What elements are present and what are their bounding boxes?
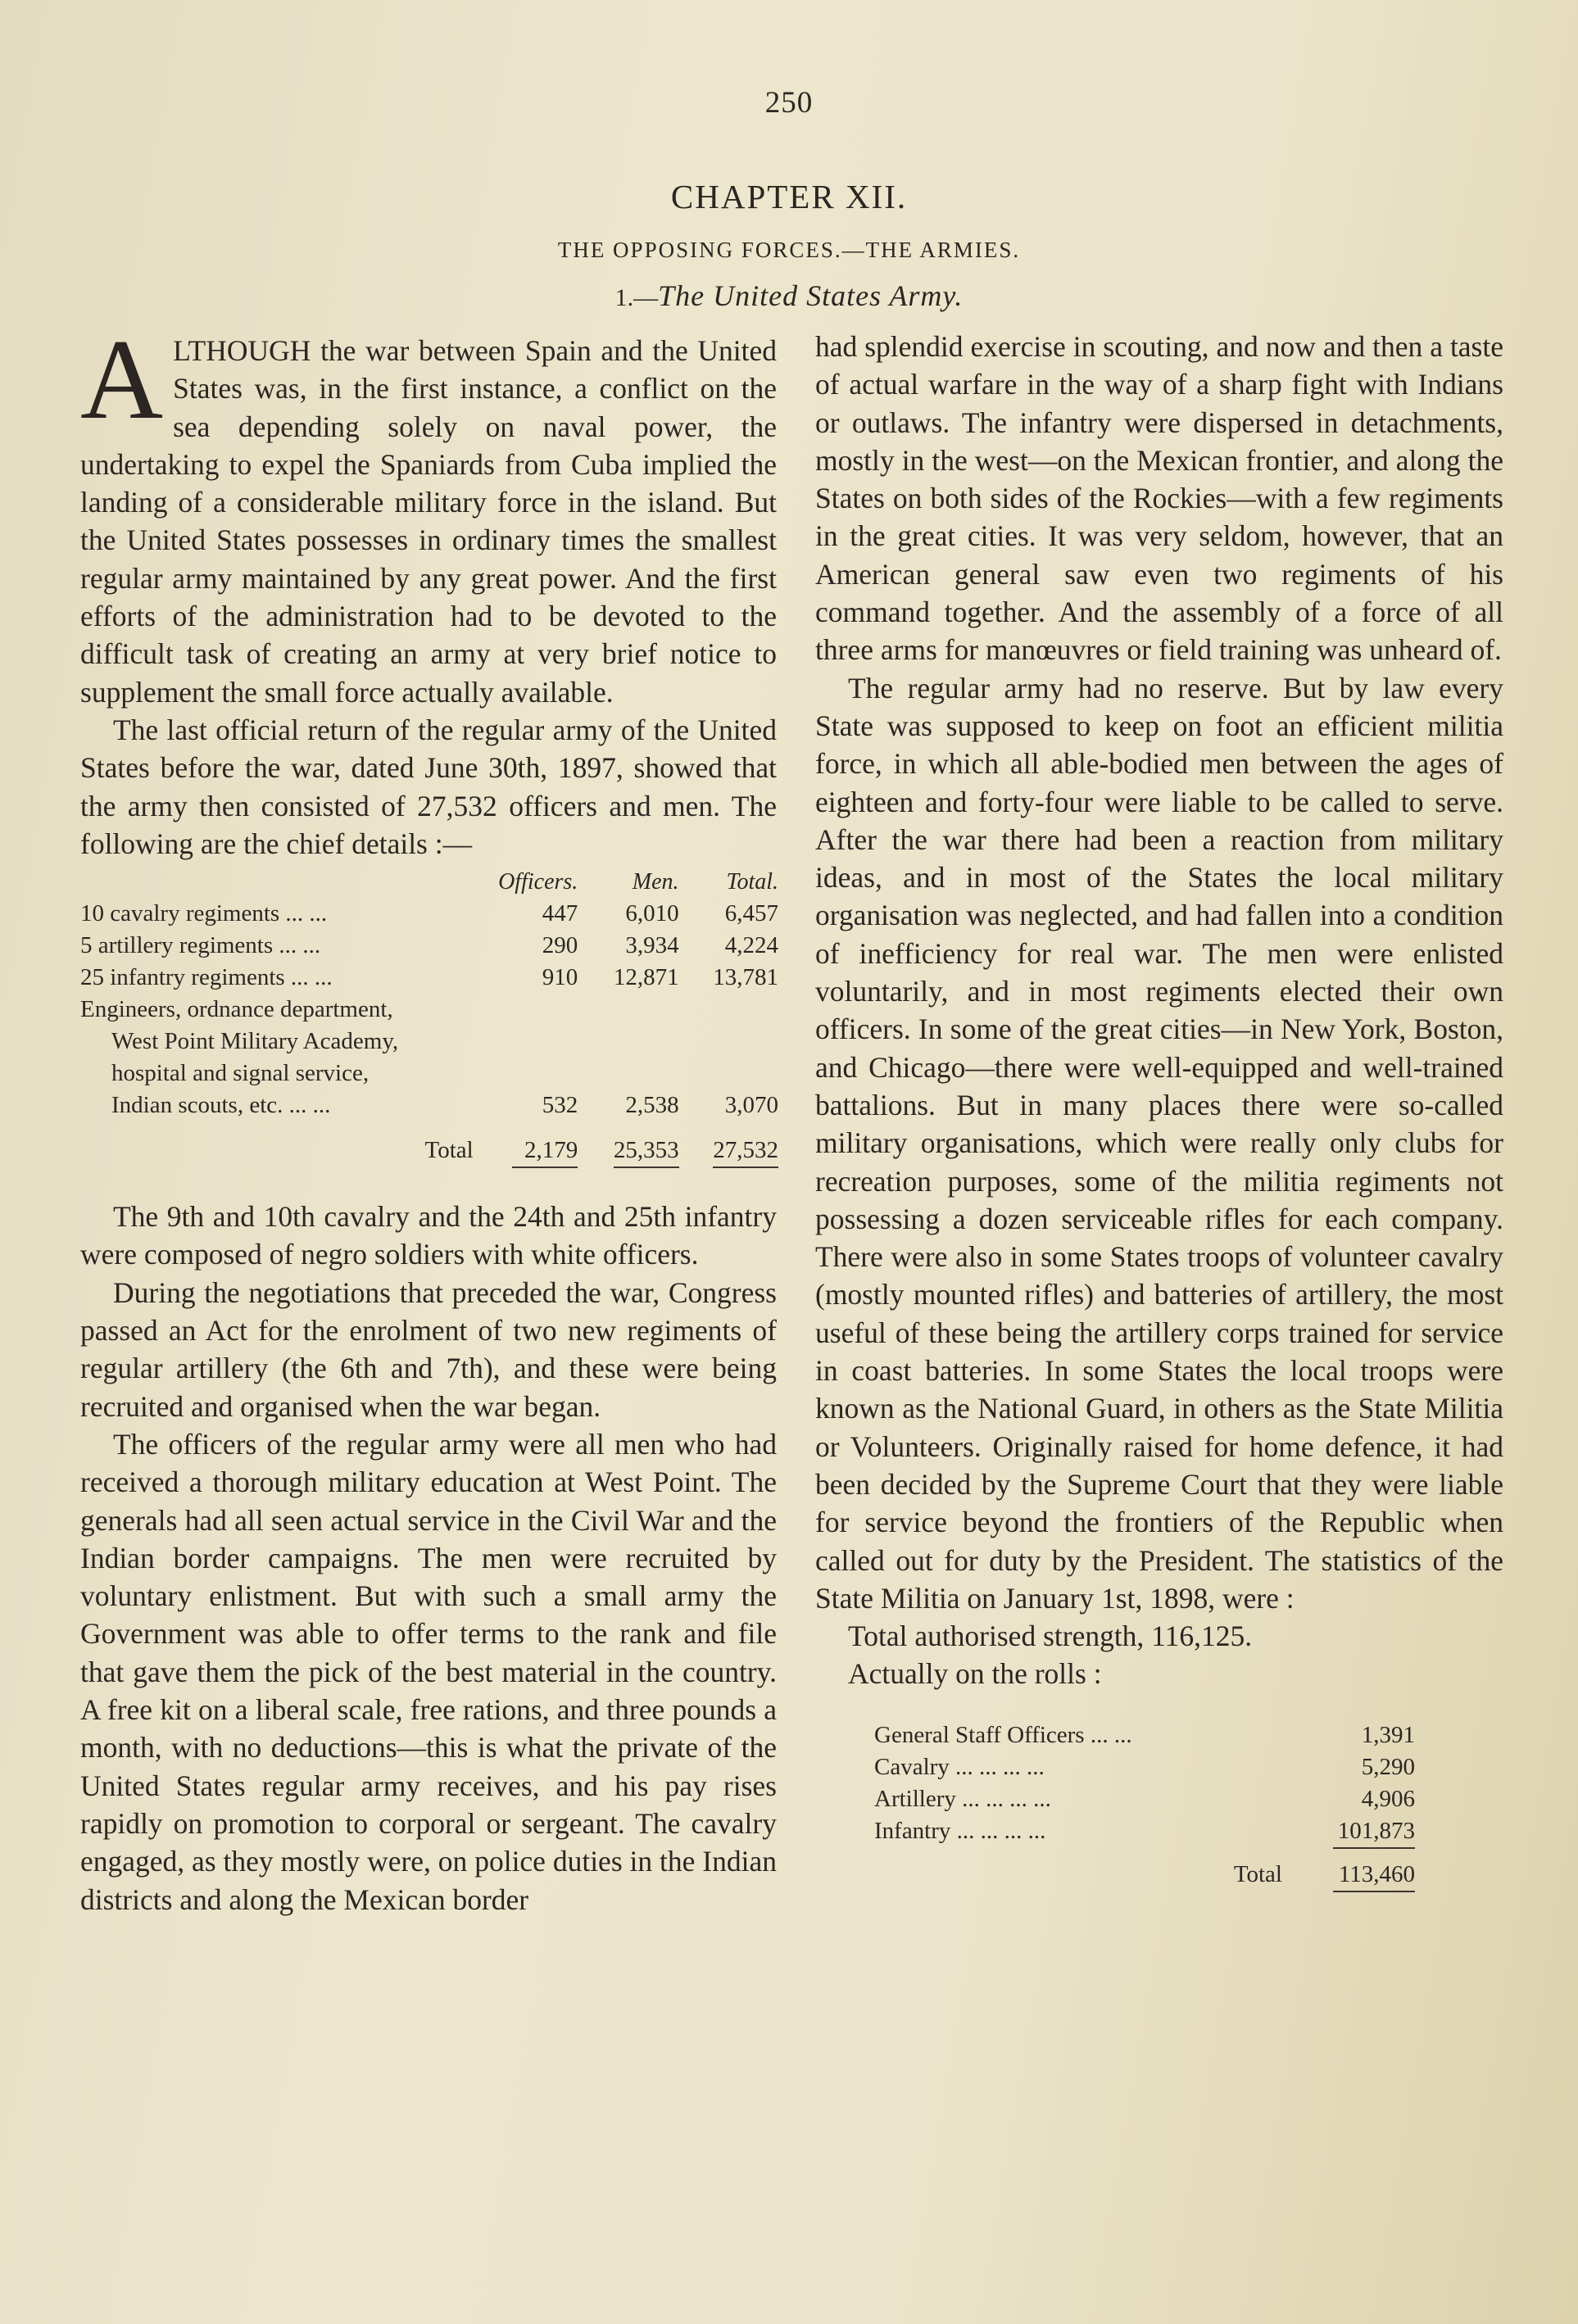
paragraph: The regular army had no reserve. But by law every State was supposed to keep on foot an efficient militia force, in which all able-bodied men between the ages of eighteen and forty-four were liable to be called to serve. After the war there had been a reaction from military ideas, and in most of the States the local military organisation was neglected, and had fallen into a condition of inefficiency for real war. The men were enlisted voluntarily, and in most regiments elected their own officers. In some of the great cities—in New York, Boston, and Chicago—there were well-equipped and well-trained battalions. But in many places there were so-called military organisations, which were really only clubs for recreation purposes, some of the militia regiments not possessing a dozen serviceable rifles for each company. There were also in some States troops of volunteer cavalry (mostly mounted rifles) and batteries of artillery, the most useful of these being the artillery corps trained for service in coast batteries. In some States the local troops were known as the National Guard, in others as the State Militia or Volunteers. Originally raised for home defence, it had been decided by the Supreme Court that they were liable for service beyond the frontiers of the Republic when called out for duty by the President. The statistics of the State Militia on January 1st, 1898, were : — [815, 671, 1503, 1615]
paragraph — [80, 316, 777, 711]
table-row — [80, 898, 778, 930]
table-row — [80, 930, 778, 962]
row-label: Infantry ... ... ... ... — [874, 1817, 1046, 1844]
cell-value: 5,290 — [1361, 1753, 1415, 1780]
cell-officers: 532 — [542, 1092, 578, 1119]
cell-officers: 290 — [542, 932, 578, 959]
cell-officers: 2,179 — [524, 1137, 578, 1164]
chapter-title: CHAPTER XII. — [670, 178, 908, 215]
army-details-table — [80, 866, 778, 1168]
table-row — [874, 1719, 1415, 1751]
table-header-row — [80, 866, 778, 898]
table-total-row — [80, 1121, 778, 1167]
total-rule — [512, 1167, 578, 1168]
table-rule-row — [80, 1167, 778, 1168]
chapter-subtitle: THE OPPOSING FORCES.—THE ARMIES. — [557, 238, 1021, 262]
paragraph-text: LTHOUGH the war between Spain and the United States was, in the first instance, a conflict on the sea depending solely on naval power, the undertaking to expel the Spaniards from Cuba implied the landing of a considerable military force in the island. But the United States possesses in ordinary times the smallest regular army maintained by any great power. And the first efforts of the administration had to be devoted to the difficult task of creating an army at very brief notice to supplement the small force actually available. — [80, 334, 777, 709]
row-label: General Staff Officers ... ... — [874, 1721, 1132, 1748]
row-label: Indian scouts, etc. ... ... — [111, 1092, 331, 1119]
table-row — [80, 1026, 778, 1058]
table-total-row — [874, 1849, 1415, 1891]
total-rule — [1333, 1891, 1415, 1892]
cell-total: 27,532 — [713, 1137, 778, 1164]
total-rule — [713, 1167, 778, 1168]
cell-total: 3,070 — [724, 1092, 778, 1119]
cell-total: 6,457 — [724, 900, 778, 927]
row-label: Engineers, ordnance department, — [80, 996, 393, 1023]
paragraph: The last official return of the regular army of the United States before the war, dated June 30th, 1897, showed that the army then consisted of 27,532 officers and men. The following are the chief details :— — [80, 713, 777, 860]
cell-men: 2,538 — [625, 1092, 679, 1119]
table-row — [80, 962, 778, 994]
row-label: 10 cavalry regiments ... ... — [80, 900, 328, 927]
total-rule — [614, 1167, 679, 1168]
row-label: Artillery ... ... ... ... — [874, 1785, 1051, 1812]
section-title — [0, 279, 1578, 313]
cell-men: 3,934 — [625, 932, 679, 959]
table-row — [874, 1815, 1415, 1847]
row-label: 25 infantry regiments ... ... — [80, 964, 333, 991]
paragraph: had splendid exercise in scouting, and now and then a taste of actual warfare in the way of a sharp fight with Indians or outlaws. The infantry were dispersed in detachments, mostly in the west—on the Mexican frontier, and along the States on both sides of the Rockies—with a few regiments in the great cities. It was very seldom, however, that an American general saw even two regiments of his command together. And the assembly of a force of all three arms for manœuvres or field training was unheard of. — [815, 330, 1503, 667]
cell-value: 4,906 — [1361, 1785, 1415, 1812]
table-rule-row — [874, 1891, 1415, 1892]
table-row — [80, 1090, 778, 1121]
table-row — [874, 1751, 1415, 1783]
section-title-text: The United States Army. — [658, 279, 964, 312]
column-header: Officers. — [498, 869, 578, 895]
paragraph: During the negotiations that preceded the war, Congress passed an Act for the enrolment of two new regiments of regular artillery (the 6th and 7th), and these were being recruited and organised when the war began. — [80, 1275, 777, 1423]
cell-value: 101,873 — [1337, 1817, 1415, 1844]
row-label: hospital and signal service, — [111, 1060, 370, 1087]
cell-men: 6,010 — [625, 900, 679, 927]
rolls-line: Actually on the rolls : — [848, 1657, 1102, 1691]
cell-value: 113,460 — [1338, 1860, 1415, 1887]
cell-total: 4,224 — [724, 932, 778, 959]
left-column — [80, 316, 778, 1919]
total-label: Total — [424, 1137, 474, 1164]
page-number: 250 — [764, 86, 814, 120]
paragraph: The 9th and 10th cavalry and the 24th and 25th infantry were composed of negro soldiers with white officers. — [80, 1200, 777, 1271]
column-header: Total. — [726, 869, 778, 895]
drop-cap: A — [80, 316, 164, 443]
cell-officers: 910 — [542, 964, 578, 991]
table-row — [80, 1058, 778, 1090]
paragraph: The officers of the regular army were all men who had received a thorough military education at West Point. The generals had all seen actual service in the Civil War and the Indian border campaigns. The men were recruited by voluntary enlistment. But with such a small army the Government was able to offer terms to the rank and file that gave them the pick of the best material in the country. A free kit on a liberal scale, free rations, and three pounds a month, with no deductions—this is what the private of the United States regular army receives, and his pay rises rapidly on promotion to corporal or sergeant. The cavalry engaged, as they mostly were, on police duties in the Indian districts and along the Mexican border — [80, 1427, 777, 1916]
table-row — [80, 994, 778, 1026]
row-label: West Point Military Academy, — [111, 1028, 399, 1055]
authorised-strength-line: Total authorised strength, 116,125. — [848, 1620, 1253, 1653]
cell-value: 1,391 — [1361, 1721, 1415, 1748]
column-header: Men. — [632, 869, 679, 895]
table-row — [874, 1783, 1415, 1815]
cell-total: 13,781 — [713, 964, 778, 991]
cell-men: 25,353 — [613, 1137, 679, 1164]
cell-officers: 447 — [542, 900, 578, 927]
total-label: Total — [1233, 1860, 1282, 1887]
right-column — [815, 328, 1503, 1892]
section-number: 1.— — [614, 284, 659, 311]
row-label: Cavalry ... ... ... ... — [874, 1753, 1045, 1780]
row-label: 5 artillery regiments ... ... — [80, 932, 321, 959]
cell-men: 12,871 — [613, 964, 679, 991]
militia-table — [874, 1719, 1415, 1892]
